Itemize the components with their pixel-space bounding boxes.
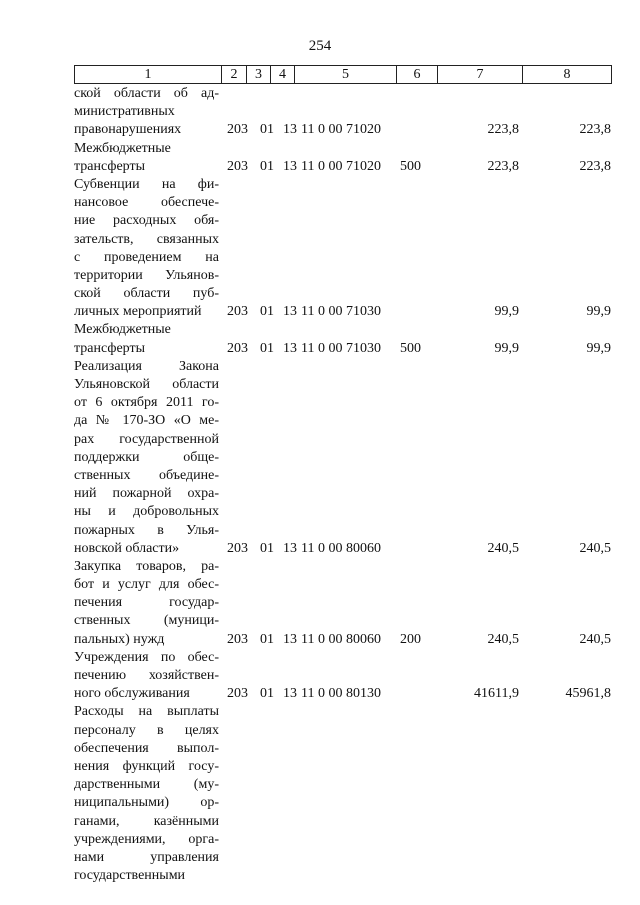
pr-code: 13 — [283, 340, 297, 356]
description-line: Закупка товаров, ра- — [74, 558, 219, 574]
kcsr-code: 11 0 00 80130 — [301, 686, 381, 702]
row-codes — [74, 540, 614, 558]
pr-code: 13 — [283, 158, 297, 174]
description-line: персоналу в целях — [74, 722, 219, 738]
pr-code: 13 — [283, 304, 297, 320]
gr-code: 203 — [227, 631, 248, 647]
rz-code: 01 — [260, 340, 274, 356]
rz-code: 01 — [260, 631, 274, 647]
pr-code: 13 — [283, 631, 297, 647]
vr-code: 500 — [400, 340, 421, 356]
description-line: Межбюджетные — [74, 140, 171, 156]
table-body — [74, 85, 614, 885]
amount-col-7: 99,9 — [494, 340, 519, 356]
description-line: ного обслуживания — [74, 686, 190, 702]
row-codes — [74, 303, 614, 321]
amount-col-8: 45961,8 — [565, 686, 611, 702]
header-col-3: 3 — [247, 66, 271, 83]
kcsr-code: 11 0 00 71020 — [301, 158, 381, 174]
description-line: ниципальными) ор- — [74, 795, 219, 811]
description-line: с проведением на — [74, 249, 219, 265]
row-description — [74, 358, 219, 558]
description-line: печению хозяйствен- — [74, 668, 219, 683]
description-line: ственных объедине- — [74, 467, 219, 483]
amount-col-7: 41611,9 — [474, 686, 519, 702]
description-line: ственных (муници- — [74, 613, 219, 629]
gr-code: 203 — [227, 340, 248, 356]
header-col-7: 7 — [438, 66, 523, 83]
description-line: Ульяновской области — [74, 377, 219, 392]
description-line: бот и услуг для обес- — [74, 577, 219, 593]
header-col-6: 6 — [397, 66, 438, 83]
description-line: государственными — [74, 868, 186, 884]
amount-col-8: 223,8 — [579, 122, 611, 138]
gr-code: 203 — [227, 686, 248, 702]
vr-code: 500 — [400, 158, 421, 174]
description-line: зательств, связанных — [74, 231, 219, 247]
row-description — [74, 176, 219, 322]
rz-code: 01 — [260, 540, 274, 556]
gr-code: 203 — [227, 304, 248, 320]
description-line: Реализация Закона — [74, 358, 219, 374]
kcsr-code: 11 0 00 71030 — [301, 304, 381, 320]
table-row — [74, 649, 614, 704]
table-row — [74, 703, 614, 885]
header-col-4: 4 — [271, 66, 295, 83]
description-line: ний пожарной охра- — [74, 486, 219, 502]
row-codes — [74, 867, 614, 885]
description-line: ние расходных обя- — [74, 213, 219, 229]
header-col-2: 2 — [222, 66, 247, 83]
rz-code: 01 — [260, 304, 274, 320]
kcsr-code: 11 0 00 71030 — [301, 340, 381, 356]
amount-col-7: 240,5 — [487, 540, 519, 556]
description-line: учреждениями, орга- — [74, 831, 219, 847]
description-line: Межбюджетные — [74, 322, 171, 338]
pr-code: 13 — [283, 686, 297, 702]
description-line: правонарушениях — [74, 122, 182, 138]
amount-col-8: 240,5 — [579, 631, 611, 647]
amount-col-7: 223,8 — [487, 122, 519, 138]
amount-col-8: 99,9 — [586, 304, 611, 320]
table-row — [74, 176, 614, 322]
description-line: поддержки обще- — [74, 449, 219, 465]
kcsr-code: 11 0 00 71020 — [301, 122, 381, 138]
vr-code: 200 — [400, 631, 421, 647]
description-line: Учреждения по обес- — [74, 649, 219, 665]
header-col-5: 5 — [295, 66, 397, 83]
table-row — [74, 140, 614, 176]
amount-col-7: 240,5 — [487, 631, 519, 647]
pr-code: 13 — [283, 122, 297, 138]
gr-code: 203 — [227, 158, 248, 174]
description-line: нансовое обеспече- — [74, 195, 219, 211]
amount-col-8: 223,8 — [579, 158, 611, 174]
amount-col-8: 240,5 — [579, 540, 611, 556]
description-line: пожарных в Улья- — [74, 522, 219, 538]
amount-col-7: 223,8 — [487, 158, 519, 174]
description-line: ны и добровольных — [74, 504, 219, 520]
row-codes — [74, 685, 614, 703]
table-row — [74, 85, 614, 140]
rz-code: 01 — [260, 686, 274, 702]
description-line: Субвенции на фи- — [74, 176, 219, 192]
description-line: нами управления — [74, 849, 219, 865]
description-line: ганами, казёнными — [74, 813, 219, 829]
amount-col-8: 99,9 — [586, 340, 611, 356]
table-row — [74, 358, 614, 558]
description-line: нения функций госу- — [74, 758, 219, 774]
description-line: рах государственной — [74, 431, 219, 447]
kcsr-code: 11 0 00 80060 — [301, 631, 381, 647]
description-line: трансферты — [74, 158, 146, 174]
table-row — [74, 321, 614, 357]
row-codes — [74, 121, 614, 139]
table-header — [74, 65, 612, 84]
description-line: пальных) нужд — [74, 631, 165, 647]
amount-col-7: 99,9 — [494, 304, 519, 320]
description-line: ской области пуб- — [74, 286, 219, 302]
page-number: 254 — [308, 38, 332, 54]
description-line: личных мероприятий — [74, 304, 202, 320]
table-row — [74, 558, 614, 649]
pr-code: 13 — [283, 540, 297, 556]
description-line: Расходы на выплаты — [74, 704, 219, 720]
kcsr-code: 11 0 00 80060 — [301, 540, 381, 556]
description-line: территории Ульянов- — [74, 267, 219, 283]
description-line: от 6 октября 2011 го- — [74, 395, 219, 411]
gr-code: 203 — [227, 122, 248, 138]
description-line: да № 170-ЗО «О ме- — [74, 413, 219, 429]
description-line: трансферты — [74, 340, 146, 356]
description-line: печения государ- — [74, 595, 219, 611]
description-line: новской области» — [74, 540, 180, 556]
row-codes — [74, 158, 614, 176]
description-line: министративных — [74, 104, 175, 120]
description-line: ской области об ад- — [74, 86, 219, 101]
gr-code: 203 — [227, 540, 248, 556]
row-codes — [74, 631, 614, 649]
row-codes — [74, 340, 614, 358]
rz-code: 01 — [260, 158, 274, 174]
rz-code: 01 — [260, 122, 274, 138]
header-col-1: 1 — [75, 66, 222, 83]
description-line: обеспечения выпол- — [74, 740, 219, 756]
row-description — [74, 703, 219, 885]
header-col-8: 8 — [563, 67, 571, 82]
description-line: дарственными (му- — [74, 777, 219, 793]
